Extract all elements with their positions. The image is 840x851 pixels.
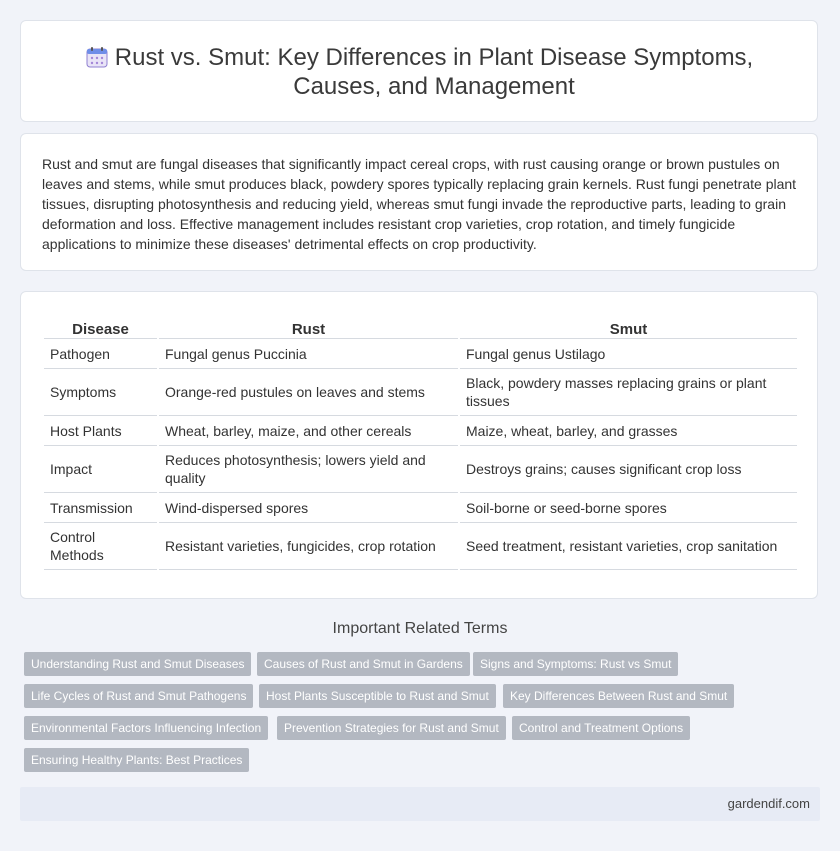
related-term-tag[interactable]: Control and Treatment Options — [512, 716, 690, 740]
table-cell: Symptoms — [44, 369, 157, 416]
column-header-rust: Rust — [159, 314, 458, 339]
table-cell: Impact — [44, 446, 157, 493]
table-cell: Wind-dispersed spores — [159, 493, 458, 523]
related-term-tag[interactable]: Signs and Symptoms: Rust vs Smut — [473, 652, 678, 676]
table-cell: Destroys grains; causes significant crop loss — [460, 446, 797, 493]
column-header-disease: Disease — [44, 314, 157, 339]
table-cell: Soil-borne or seed-borne spores — [460, 493, 797, 523]
related-term-tag[interactable]: Causes of Rust and Smut in Gardens — [257, 652, 470, 676]
table-cell: Black, powdery masses replacing grains or plant tissues — [460, 369, 797, 416]
intro-card — [20, 133, 818, 271]
footer — [20, 787, 820, 821]
column-header-smut: Smut — [460, 314, 797, 339]
table-row — [44, 339, 797, 369]
table-cell: Transmission — [44, 493, 157, 523]
table-cell: Wheat, barley, maize, and other cereals — [159, 416, 458, 446]
table-row — [44, 493, 797, 523]
page-title — [21, 43, 817, 101]
table-row — [44, 369, 797, 416]
comparison-table-card — [20, 291, 818, 599]
related-term-tag[interactable]: Key Differences Between Rust and Smut — [503, 684, 734, 708]
table-cell: Reduces photosynthesis; lowers yield and quality — [159, 446, 458, 493]
page-title-text: Rust vs. Smut: Key Differences in Plant Disease Symptoms, Causes, and Management — [114, 44, 754, 100]
comparison-table — [42, 314, 799, 570]
table-cell: Fungal genus Puccinia — [159, 339, 458, 369]
table-row — [44, 446, 797, 493]
related-term-tag[interactable]: Ensuring Healthy Plants: Best Practices — [24, 748, 249, 772]
related-term-tag[interactable]: Prevention Strategies for Rust and Smut — [277, 716, 506, 740]
related-term-tag[interactable]: Understanding Rust and Smut Diseases — [24, 652, 251, 676]
table-cell: Maize, wheat, barley, and grasses — [460, 416, 797, 446]
table-cell: Resistant varieties, fungicides, crop rotation — [159, 523, 458, 570]
intro-paragraph: Rust and smut are fungal diseases that significantly impact cereal crops, with rust causing orange or brown pustules on leaves and stems, while smut produces black, powdery spores typically replacing grain kernels. Rust fungi penetrate plant tissues, disrupting photosynthesis and reducing yield, whereas smut fungi invade the reproductive parts, leading to grain deformation and loss. Effective management includes resistant crop varieties, crop rotation, and timely fungicide applications to minimize these diseases' detrimental effects on crop productivity. — [42, 156, 797, 252]
table-cell: Fungal genus Ustilago — [460, 339, 797, 369]
related-term-tag[interactable]: Host Plants Susceptible to Rust and Smut — [259, 684, 496, 708]
table-header-row — [44, 314, 797, 339]
header-card — [20, 20, 818, 122]
related-term-tag[interactable]: Life Cycles of Rust and Smut Pathogens — [24, 684, 253, 708]
table-row — [44, 523, 797, 570]
table-cell: Control Methods — [44, 523, 157, 570]
related-terms-title: Important Related Terms — [332, 620, 508, 637]
footer-site-link[interactable]: gardendif.com — [727, 796, 810, 811]
table-cell: Orange-red pustules on leaves and stems — [159, 369, 458, 416]
table-cell: Seed treatment, resistant varieties, crop sanitation — [460, 523, 797, 570]
table-cell: Pathogen — [44, 339, 157, 369]
table-row — [44, 416, 797, 446]
related-term-tag[interactable]: Environmental Factors Influencing Infection — [24, 716, 268, 740]
table-cell: Host Plants — [44, 416, 157, 446]
